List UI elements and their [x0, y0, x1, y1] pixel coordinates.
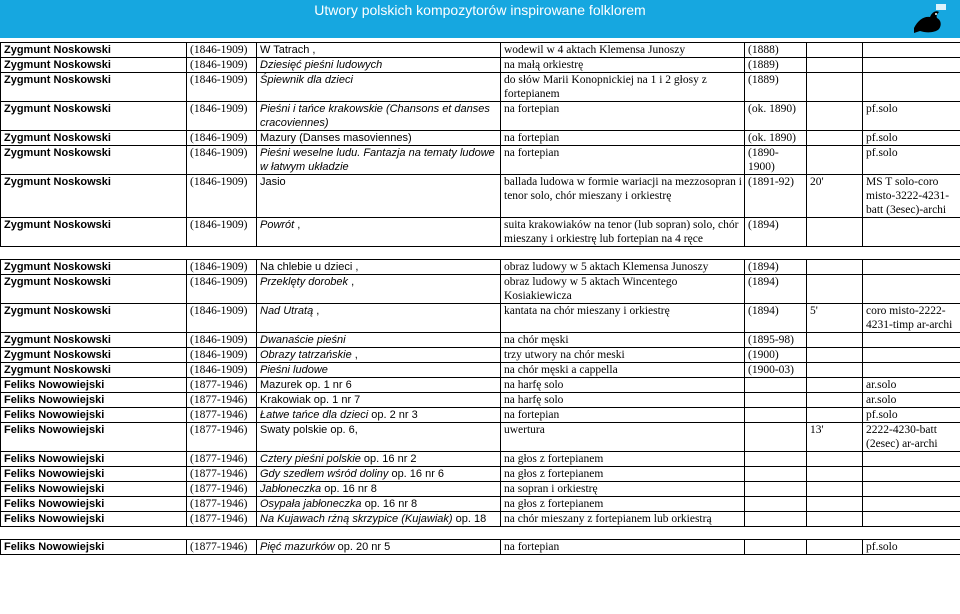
forces-cell: na fortepian	[501, 102, 745, 131]
duration-cell	[807, 408, 863, 423]
work-title: Nad Utratą	[260, 305, 314, 317]
work-opus: ,	[309, 44, 316, 56]
composer-cell: Zygmunt Noskowski	[1, 260, 187, 275]
title-cell	[257, 393, 501, 408]
table-row	[1, 482, 960, 497]
row-gap	[1, 527, 960, 540]
table-row	[1, 146, 960, 175]
duration-cell	[807, 146, 863, 175]
title-cell	[257, 378, 501, 393]
dates-cell: (1846-1909)	[187, 131, 257, 146]
title-cell	[257, 512, 501, 527]
instrumentation-cell: MS T solo-coro misto-3222-4231-batt (3esec)-archi	[863, 175, 960, 218]
work-title: Krakowiak	[260, 394, 311, 406]
composer-cell: Zygmunt Noskowski	[1, 146, 187, 175]
forces-cell: na głos z fortepianem	[501, 452, 745, 467]
year-cell: (1889)	[745, 58, 807, 73]
row-gap	[1, 247, 960, 260]
composer-cell: Feliks Nowowiejski	[1, 497, 187, 512]
instrumentation-cell	[863, 43, 960, 58]
composer-cell: Zygmunt Noskowski	[1, 363, 187, 378]
dates-cell: (1877-1946)	[187, 512, 257, 527]
work-opus: op. 6,	[327, 424, 358, 436]
work-opus: op. 16 nr 2	[360, 453, 417, 465]
title-cell	[257, 146, 501, 175]
dates-cell: (1877-1946)	[187, 467, 257, 482]
work-opus: ,	[294, 219, 301, 231]
composer-cell: Zygmunt Noskowski	[1, 218, 187, 247]
composer-cell: Feliks Nowowiejski	[1, 452, 187, 467]
work-opus: ,	[313, 305, 320, 317]
forces-cell: suita krakowiaków na tenor (lub sopran) solo, chór mieszany i orkiestrę lub fortepian na 4 ręce	[501, 218, 745, 247]
table-row	[1, 333, 960, 348]
duration-cell: 5'	[807, 304, 863, 333]
year-cell: (ok. 1890)	[745, 131, 807, 146]
composer-cell: Zygmunt Noskowski	[1, 304, 187, 333]
table-row	[1, 348, 960, 363]
duration-cell	[807, 58, 863, 73]
duration-cell	[807, 348, 863, 363]
composer-cell: Zygmunt Noskowski	[1, 175, 187, 218]
work-title: Łatwe tańce dla dzieci	[260, 409, 369, 421]
instrumentation-cell: pf.solo	[863, 146, 960, 175]
work-title: Jabłoneczka	[260, 483, 322, 495]
composer-cell: Zygmunt Noskowski	[1, 348, 187, 363]
work-title: Obrazy tatrzańskie	[260, 349, 352, 361]
work-title: Na Kujawach rżną skrzypice (Kujawiak)	[260, 513, 453, 525]
instrumentation-cell	[863, 363, 960, 378]
year-cell: (1894)	[745, 275, 807, 304]
work-title: Jasio	[260, 176, 286, 188]
repertoire-page	[0, 42, 960, 614]
title-cell	[257, 175, 501, 218]
duration-cell	[807, 218, 863, 247]
dates-cell: (1877-1946)	[187, 393, 257, 408]
title-cell	[257, 304, 501, 333]
forces-cell: trzy utwory na chór meski	[501, 348, 745, 363]
forces-cell: wodewil w 4 aktach Klemensa Junoszy	[501, 43, 745, 58]
year-cell: (1888)	[745, 43, 807, 58]
year-cell	[745, 423, 807, 452]
dates-cell: (1846-1909)	[187, 260, 257, 275]
title-cell	[257, 467, 501, 482]
dates-cell: (1846-1909)	[187, 58, 257, 73]
table-row	[1, 43, 960, 58]
work-opus: op. 20 nr 5	[334, 541, 391, 553]
table-row	[1, 131, 960, 146]
work-title: Śpiewnik dla dzieci	[260, 74, 353, 86]
dates-cell: (1877-1946)	[187, 423, 257, 452]
table-row	[1, 175, 960, 218]
duration-cell	[807, 73, 863, 102]
year-cell: (1900)	[745, 348, 807, 363]
work-title: Mazury (Danses masoviennes)	[260, 132, 412, 144]
forces-cell: na chór męski	[501, 333, 745, 348]
work-title: Gdy szedłem wśród doliny	[260, 468, 389, 480]
instrumentation-cell: coro misto-2222-4231-timp ar-archi	[863, 304, 960, 333]
forces-cell: na fortepian	[501, 131, 745, 146]
composer-cell: Zygmunt Noskowski	[1, 131, 187, 146]
year-cell: (1891-92)	[745, 175, 807, 218]
table-row	[1, 102, 960, 131]
work-opus: op. 1 nr 6	[302, 379, 352, 391]
instrumentation-cell	[863, 512, 960, 527]
title-cell	[257, 131, 501, 146]
dates-cell: (1846-1909)	[187, 333, 257, 348]
year-cell	[745, 512, 807, 527]
year-cell: (1890-1900)	[745, 146, 807, 175]
table-row	[1, 393, 960, 408]
work-opus: op. 18	[452, 513, 487, 525]
work-title: Na chlebie u dzieci	[260, 261, 353, 273]
duration-cell: 20'	[807, 175, 863, 218]
repertoire-rows	[1, 43, 960, 555]
title-cell	[257, 102, 501, 131]
page-title: Utwory polskich kompozytorów inspirowane folklorem	[314, 2, 646, 18]
table-row	[1, 260, 960, 275]
bird-logo-icon	[908, 2, 948, 36]
work-title: Swaty polskie	[260, 424, 328, 436]
work-title: Pieśni i tańce krakowskie (Chansons et danses cracoviennes)	[260, 103, 490, 129]
work-title: Przeklęty dorobek	[260, 276, 349, 288]
dates-cell: (1846-1909)	[187, 102, 257, 131]
composer-cell: Zygmunt Noskowski	[1, 333, 187, 348]
composer-cell: Feliks Nowowiejski	[1, 512, 187, 527]
forces-cell: na fortepian	[501, 146, 745, 175]
dates-cell: (1846-1909)	[187, 348, 257, 363]
work-opus: op. 16 nr 8	[321, 483, 377, 495]
table-row	[1, 378, 960, 393]
composer-cell: Zygmunt Noskowski	[1, 43, 187, 58]
year-cell	[745, 482, 807, 497]
work-title: Cztery pieśni polskie	[260, 453, 361, 465]
duration-cell	[807, 378, 863, 393]
work-title: Osypała jabłoneczka	[260, 498, 362, 510]
dates-cell: (1846-1909)	[187, 304, 257, 333]
table-row	[1, 512, 960, 527]
year-cell	[745, 452, 807, 467]
forces-cell: kantata na chór mieszany i orkiestrę	[501, 304, 745, 333]
work-opus: ,	[348, 276, 355, 288]
instrumentation-cell	[863, 275, 960, 304]
duration-cell	[807, 497, 863, 512]
work-opus: op. 16 nr 8	[361, 498, 418, 510]
table-row	[1, 73, 960, 102]
instrumentation-cell: pf.solo	[863, 131, 960, 146]
title-cell	[257, 275, 501, 304]
forces-cell: na chór mieszany z fortepianem lub orkiestrą	[501, 512, 745, 527]
repertoire-table	[0, 42, 960, 555]
title-cell	[257, 497, 501, 512]
duration-cell	[807, 363, 863, 378]
dates-cell: (1846-1909)	[187, 218, 257, 247]
dates-cell: (1877-1946)	[187, 497, 257, 512]
year-cell: (ok. 1890)	[745, 102, 807, 131]
duration-cell	[807, 102, 863, 131]
instrumentation-cell	[863, 218, 960, 247]
work-title: Dziesięć pieśni ludowych	[260, 59, 383, 71]
duration-cell	[807, 43, 863, 58]
forces-cell: na małą orkiestrę	[501, 58, 745, 73]
dates-cell: (1877-1946)	[187, 408, 257, 423]
forces-cell: do słów Marii Konopnickiej na 1 i 2 głosy z fortepianem	[501, 73, 745, 102]
composer-cell: Feliks Nowowiejski	[1, 378, 187, 393]
year-cell	[745, 540, 807, 555]
work-title: Mazurek	[260, 379, 303, 391]
composer-cell: Feliks Nowowiejski	[1, 467, 187, 482]
work-title: W Tatrach	[260, 44, 310, 56]
dates-cell: (1846-1909)	[187, 175, 257, 218]
header-bar	[0, 0, 960, 38]
forces-cell: na głos z fortepianem	[501, 497, 745, 512]
table-row	[1, 452, 960, 467]
instrumentation-cell	[863, 73, 960, 102]
dates-cell: (1846-1909)	[187, 146, 257, 175]
composer-cell: Feliks Nowowiejski	[1, 482, 187, 497]
table-row	[1, 467, 960, 482]
forces-cell: na harfę solo	[501, 378, 745, 393]
forces-cell: na głos z fortepianem	[501, 467, 745, 482]
forces-cell: ballada ludowa w formie wariacji na mezzosopran i tenor solo, chór mieszany i orkiestrę	[501, 175, 745, 218]
title-cell	[257, 218, 501, 247]
table-row	[1, 275, 960, 304]
instrumentation-cell	[863, 333, 960, 348]
instrumentation-cell: ar.solo	[863, 393, 960, 408]
duration-cell: 13'	[807, 423, 863, 452]
year-cell: (1895-98)	[745, 333, 807, 348]
table-row	[1, 58, 960, 73]
work-title: Pięć mazurków	[260, 541, 335, 553]
forces-cell: na fortepian	[501, 408, 745, 423]
duration-cell	[807, 512, 863, 527]
title-cell	[257, 43, 501, 58]
table-row	[1, 408, 960, 423]
table-row	[1, 363, 960, 378]
year-cell	[745, 497, 807, 512]
duration-cell	[807, 333, 863, 348]
composer-cell: Feliks Nowowiejski	[1, 423, 187, 452]
forces-cell: na harfę solo	[501, 393, 745, 408]
year-cell	[745, 393, 807, 408]
title-cell	[257, 260, 501, 275]
table-row	[1, 540, 960, 555]
instrumentation-cell: pf.solo	[863, 540, 960, 555]
work-opus: ,	[351, 349, 358, 361]
year-cell: (1894)	[745, 218, 807, 247]
composer-cell: Zygmunt Noskowski	[1, 73, 187, 102]
dates-cell: (1846-1909)	[187, 73, 257, 102]
title-cell	[257, 452, 501, 467]
instrumentation-cell	[863, 467, 960, 482]
year-cell: (1894)	[745, 304, 807, 333]
dates-cell: (1846-1909)	[187, 363, 257, 378]
year-cell: (1894)	[745, 260, 807, 275]
forces-cell: na sopran i orkiestrę	[501, 482, 745, 497]
title-cell	[257, 408, 501, 423]
year-cell: (1900-03)	[745, 363, 807, 378]
work-title: Pieśni weselne ludu. Fantazja na tematy ludowe w łatwym układzie	[260, 147, 495, 173]
instrumentation-cell: pf.solo	[863, 408, 960, 423]
work-title: Dwanaście pieśni	[260, 334, 346, 346]
dates-cell: (1877-1946)	[187, 540, 257, 555]
dates-cell: (1877-1946)	[187, 482, 257, 497]
work-opus: op. 16 nr 6	[388, 468, 445, 480]
instrumentation-cell: 2222-4230-batt (2esec) ar-archi	[863, 423, 960, 452]
title-cell	[257, 482, 501, 497]
year-cell	[745, 467, 807, 482]
duration-cell	[807, 260, 863, 275]
title-cell	[257, 423, 501, 452]
forces-cell: obraz ludowy w 5 aktach Klemensa Junoszy	[501, 260, 745, 275]
dates-cell: (1846-1909)	[187, 43, 257, 58]
title-cell	[257, 333, 501, 348]
composer-cell: Zygmunt Noskowski	[1, 102, 187, 131]
title-cell	[257, 73, 501, 102]
work-opus: ,	[352, 261, 359, 273]
work-title: Powrót	[260, 219, 295, 231]
dates-cell: (1846-1909)	[187, 275, 257, 304]
duration-cell	[807, 393, 863, 408]
duration-cell	[807, 131, 863, 146]
forces-cell: obraz ludowy w 5 aktach Wincentego Kosiakiewicza	[501, 275, 745, 304]
dates-cell: (1877-1946)	[187, 378, 257, 393]
table-row	[1, 218, 960, 247]
forces-cell: na chór męski a cappella	[501, 363, 745, 378]
duration-cell	[807, 452, 863, 467]
table-row	[1, 423, 960, 452]
table-row	[1, 497, 960, 512]
forces-cell: na fortepian	[501, 540, 745, 555]
instrumentation-cell	[863, 452, 960, 467]
duration-cell	[807, 275, 863, 304]
title-cell	[257, 58, 501, 73]
instrumentation-cell: ar.solo	[863, 378, 960, 393]
instrumentation-cell	[863, 348, 960, 363]
year-cell	[745, 408, 807, 423]
instrumentation-cell	[863, 58, 960, 73]
title-cell	[257, 348, 501, 363]
title-cell	[257, 363, 501, 378]
work-title: Pieśni ludowe	[260, 364, 328, 376]
composer-cell: Zygmunt Noskowski	[1, 58, 187, 73]
year-cell	[745, 378, 807, 393]
table-row	[1, 304, 960, 333]
forces-cell: uwertura	[501, 423, 745, 452]
composer-cell: Feliks Nowowiejski	[1, 540, 187, 555]
instrumentation-cell	[863, 482, 960, 497]
work-opus: op. 2 nr 3	[368, 409, 418, 421]
title-cell	[257, 540, 501, 555]
duration-cell	[807, 467, 863, 482]
duration-cell	[807, 540, 863, 555]
instrumentation-cell: pf.solo	[863, 102, 960, 131]
composer-cell: Feliks Nowowiejski	[1, 393, 187, 408]
work-opus: op. 1 nr 7	[310, 394, 361, 406]
dates-cell: (1877-1946)	[187, 452, 257, 467]
composer-cell: Zygmunt Noskowski	[1, 275, 187, 304]
duration-cell	[807, 482, 863, 497]
instrumentation-cell	[863, 497, 960, 512]
instrumentation-cell	[863, 260, 960, 275]
year-cell: (1889)	[745, 73, 807, 102]
composer-cell: Feliks Nowowiejski	[1, 408, 187, 423]
